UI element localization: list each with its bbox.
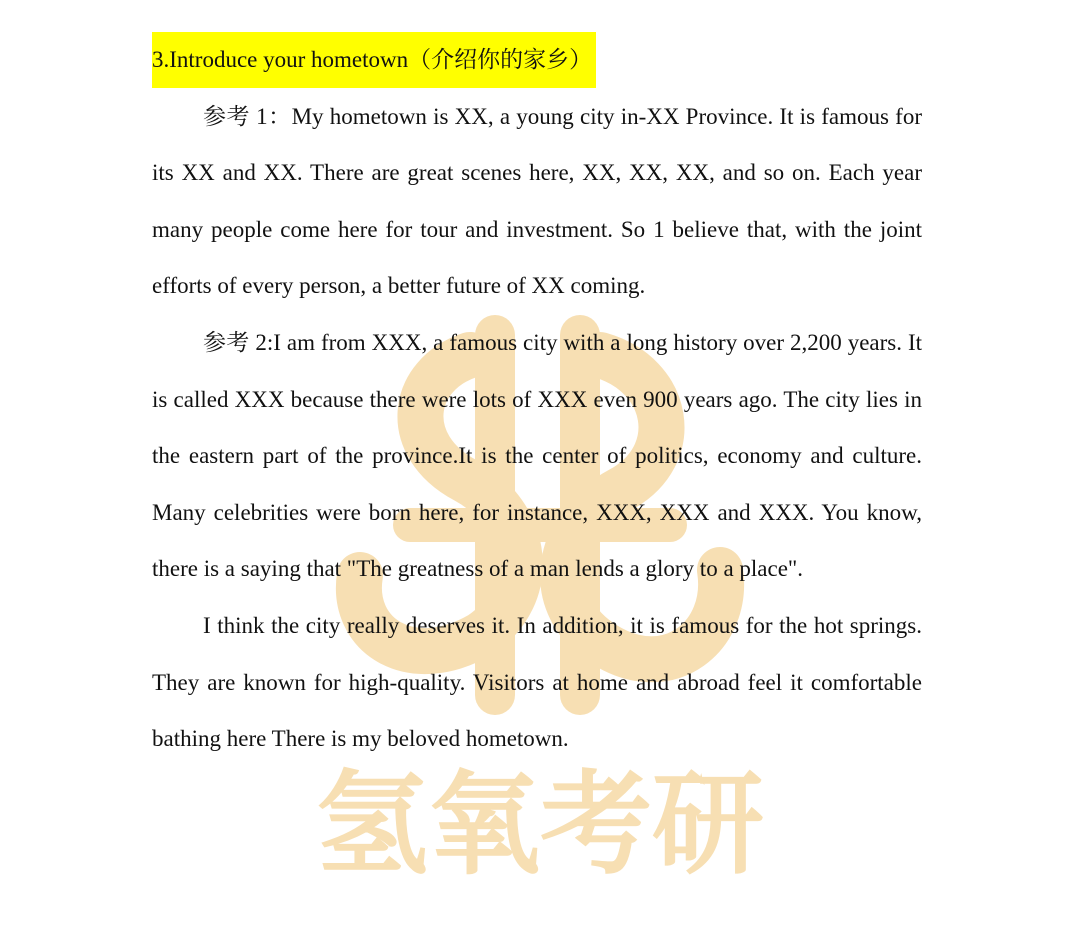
document-body [152,32,922,768]
section-heading: 3.Introduce your hometown（介绍你的家乡） [152,32,596,88]
paragraph-reference-2: 参考 2:I am from XXX, a famous city with a long history over 2,200 years. It is called XXX because there were lots of XXX even 900 years ago. The city lies in the eastern part of the province.It is the center of politics, economy and culture. Many celebrities were born here, for instance, XXX, XXX and XXX. You know, there is a saying that "The greatness of a man lends a glory to a place". [152,329,922,582]
heading-line [152,32,922,89]
paragraph-conclusion: I think the city really deserves it. In addition, it is famous for the hot springs. They are known for high-quality. Visitors at home and abroad feel it comfortable bathing here There is my beloved hometown. [152,612,922,752]
paragraph-reference-1: 参考 1：My hometown is XX, a young city in-XX Province. It is famous for its XX and XX. There are great scenes here, XX, XX, XX, and so on. Each year many people come here for tour and investment. So 1 believe that, with the joint efforts of every person, a better future of XX coming. [152,103,922,299]
watermark-text: 氢氧考研 [316,760,764,890]
